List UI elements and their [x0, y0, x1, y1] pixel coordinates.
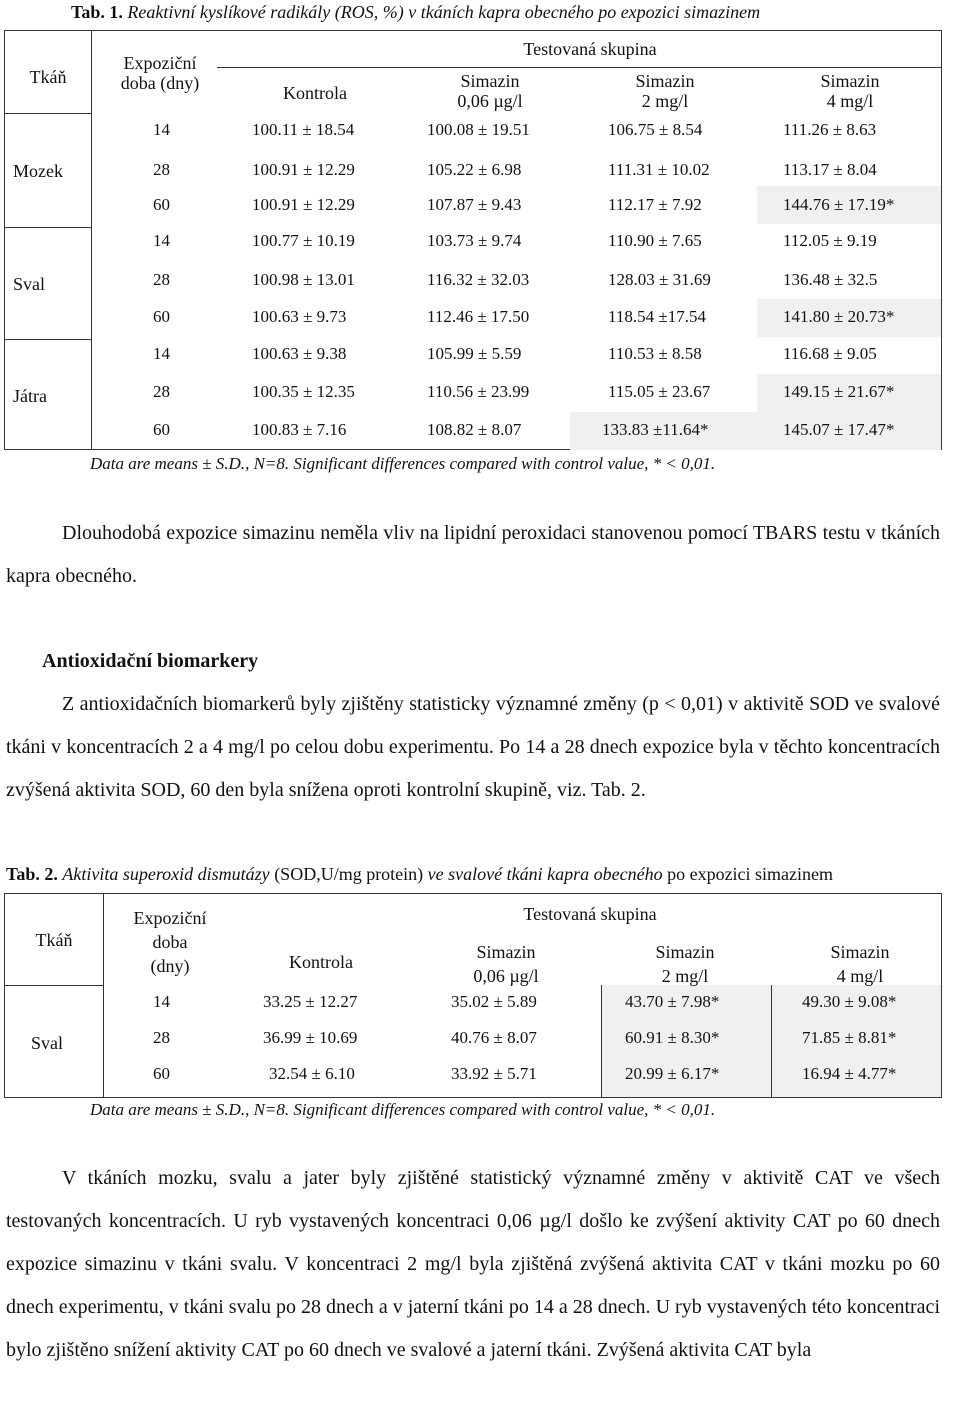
table1-caption-label: Tab. 1. [71, 2, 123, 22]
table2-caption: Tab. 2. Aktivita superoxid dismutázy (SOD,U/mg protein) ve svalové tkáni kapra obecného po expozici simazinem [6, 864, 834, 884]
test-group-header: Testovaná skupina [523, 39, 657, 59]
sod-table [4, 893, 942, 1098]
tissue-label-liver: Játra [13, 386, 47, 406]
simazin-2-column-header: Simazin 2 mg/l [655, 942, 715, 986]
tissue-label-muscle: Sval [31, 1033, 64, 1053]
table1-note: Data are means ± S.D., N=8. Significant differences compared with control value, * < 0,01. [90, 454, 716, 473]
paragraph-tbars: Dlouhodobá expozice simazinu neměla vliv na lipidní peroxidaci stanovenou pomocí TBARS testu v tkáních kapra obecného. [6, 522, 940, 587]
test-group-header: Testovaná skupina [523, 904, 657, 924]
table2-note: Data are means ± S.D., N=8. Significant differences compared with control value, * < 0,01. [90, 1100, 716, 1119]
simazin-4-column-header: Simazin 4 mg/l [820, 71, 880, 111]
table-row: 14 33.25 ± 12.27 35.02 ± 5.89 43.70 ± 7.98* 49.30 ± 9.08* 28 36.99 ± 10.69 40.76 ± 8.07 60.91 ± 8.30* 71.85 ± 8.81* 60 32.54 ± 6.10 33.92 ± 5.71 20.99 ± 6.17* 16.94 ± 4.77* [153, 992, 897, 1083]
exposure-column-header: Expoziční doba (dny) [120, 53, 200, 93]
exposure-column-header: Expoziční doba (dny) [133, 908, 207, 976]
simazin-006-column-header: Simazin 0,06 µg/l [473, 942, 539, 986]
table2-caption-label: Tab. 2. [6, 864, 58, 884]
tissue-label-brain: Mozek [13, 161, 63, 181]
paragraph-sod: Z antioxidačních biomarkerů byly zjištěny statisticky významné změny (p < 0,01) v aktivitě SOD ve svalové tkáni v koncentracích 2 a 4 mg/l po celou dobu experimentu. Po 14 a 28 dnech expozice byla v těchto koncentracích zvýšená aktivita SOD, 60 den byla snížena oproti kontrolní skupině, viz. Tab. 2. [6, 693, 940, 801]
table1-caption-text: Reaktivní kyslíkové radikály (ROS, %) v tkáních kapra obecného po expozici simazinem [127, 2, 761, 22]
paragraph-cat: V tkáních mozku, svalu a jater byly zjištěné statistický významné změny v aktivitě CAT ve všech testovaných koncentracích. U ryb vystavených koncentraci 0,06 µg/l došlo ke zvýšení aktivity CAT po 60 dnech expozice simazinu v tkáni svalu. V koncentraci 2 mg/l byla zjištěná zvýšená aktivita CAT v tkáni mozku po 60 dnech experimentu, v tkáni svalu po 28 dnech a v jaterní tkáni po 14 a 28 dnech. U ryb vystavených této koncentraci bylo zjištěno snížení aktivity CAT po 60 dnech ve svalové a jaterní tkáni. Zvýšená aktivita CAT byla [6, 1167, 940, 1361]
simazin-006-column-header: Simazin 0,06 µg/l [457, 71, 523, 111]
control-column-header: Kontrola [289, 952, 353, 972]
simazin-2-column-header: Simazin 2 mg/l [635, 71, 695, 111]
tissue-label-muscle: Sval [13, 274, 46, 294]
ros-table [4, 30, 942, 450]
table1-caption [71, 2, 760, 23]
tissue-column-header: Tkáň [35, 930, 73, 950]
tissue-column-header: Tkáň [29, 67, 67, 87]
section-heading: Antioxidační biomarkery [42, 650, 259, 672]
control-column-header: Kontrola [283, 83, 347, 103]
table-row: 14 100.11 ± 18.54 100.08 ± 19.51 106.75 ± 8.54 111.26 ± 8.63 28 100.91 ± 12.29 105.22 ± 6.98 111.31 ± 10.02 113.17 ± 8.04 60 100.91 ± 12.29 107.87 ± 9.43 112.17 ± 7.92 144.76 ± 17.19* 14 100.77 ± 10.19 103.73 ± 9.74 110.90 ± 7.65 112.05 ± 9.19 28 100.98 ± 13.01 116.32 ± 32.03 128.03 ± 31.69 136.48 ± 32.5 60 100.63 ± 9.73 112.46 ± 17.50 118.54 ±17.54 141.80 ± 20.73* 14 100.63 ± 9.38 105.99 ± 5.59 110.53 ± 8.58 116.68 ± 9.05 28 100.35 ± 12.35 110.56 ± 23.99 115.05 ± 23.67 149.15 ± 21.67* 60 100.83 ± 7.16 108.82 ± 8.07 133.83 ±11.64* 145.07 ± 17.47* [153, 120, 895, 439]
simazin-4-column-header: Simazin 4 mg/l [830, 942, 890, 986]
